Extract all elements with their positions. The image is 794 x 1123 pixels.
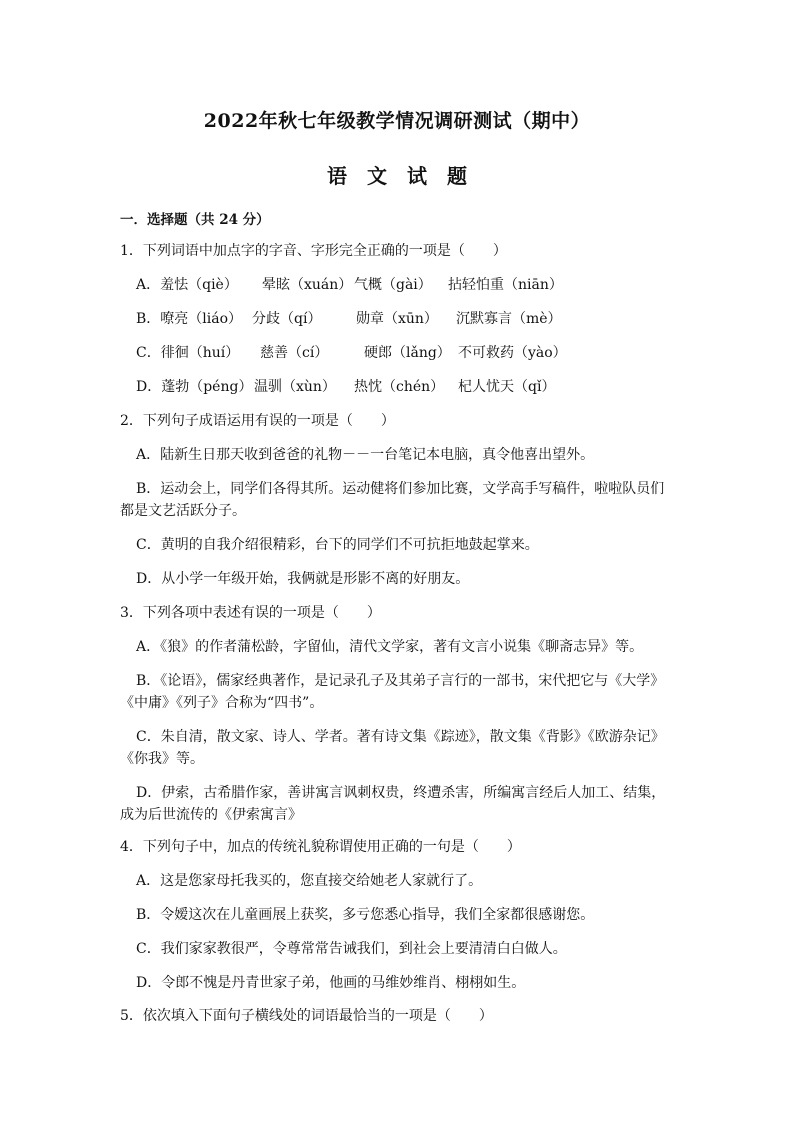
question-3-option-c: C．朱自清，散文家、诗人、学者。著有诗文集《踪迹》，散文集《背影》《欧游杂记》 bbox=[136, 729, 665, 745]
option-a-word-3: 气概（gài） bbox=[354, 277, 432, 293]
option-b-word-1: B．嘹亮（liáo） bbox=[136, 311, 243, 327]
question-1-option-d bbox=[136, 377, 555, 397]
question-2-option-a: A．陆新生日那天收到爸爸的礼物－－一台笔记本电脑，真令他喜出望外。 bbox=[136, 447, 595, 463]
option-b-word-3: 勋章（xūn） bbox=[356, 311, 438, 327]
option-a-word-1: A．羞怯（qiè） bbox=[136, 277, 238, 293]
question-2-option-b: B．运动会上，同学们各得其所。运动健将们参加比赛，文学高手写稿件，啦啦队员们 bbox=[136, 481, 665, 497]
question-4-option-d: D．令郎不愧是丹青世家子弟，他画的马维妙维肖、栩栩如生。 bbox=[136, 975, 526, 991]
option-c-word-2: 慈善（cí） bbox=[260, 345, 329, 361]
question-3-option-b: B．《论语》，儒家经典著作，是记录孔子及其弟子言行的一部书，宋代把它与《大学》 bbox=[136, 673, 665, 689]
page-subtitle: 语文试题 bbox=[327, 164, 487, 188]
question-2-option-d: D．从小学一年级开始，我俩就是形影不离的好朋友。 bbox=[136, 571, 470, 587]
question-2-option-c: C．黄明的自我介绍很精彩，台下的同学们不可抗拒地鼓起掌来。 bbox=[136, 537, 539, 553]
question-1-stem: 1．下列词语中加点字的字音、字形完全正确的一项是（ ） bbox=[120, 243, 507, 259]
question-1-option-b bbox=[136, 309, 562, 329]
option-c-word-1: C．徘徊（huí） bbox=[136, 345, 240, 361]
question-3-option-d-continued: 成为后世流传的《伊索寓言》 bbox=[120, 807, 302, 823]
option-a-word-2: 晕眩（xuán） bbox=[262, 277, 353, 293]
page-title: 2022年秋七年级教学情况调研测试（期中） bbox=[203, 110, 591, 132]
question-1-option-c bbox=[136, 343, 567, 363]
question-1-option-a bbox=[136, 275, 563, 295]
question-4-option-a: A．这是您家母托我买的，您直接交给她老人家就行了。 bbox=[136, 873, 483, 889]
question-3-option-a: A．《狼》的作者蒲松龄，字留仙，清代文学家，著有文言小说集《聊斋志异》等。 bbox=[136, 639, 644, 655]
option-b-word-2: 分歧（qí） bbox=[252, 311, 322, 327]
option-d-word-1: D．蓬勃（péng） bbox=[136, 379, 253, 395]
question-3-option-b-continued: 《中庸》《列子》合称为“四书”。 bbox=[120, 695, 324, 711]
option-d-word-3: 热忱（chén） bbox=[354, 379, 445, 395]
question-4-option-b: B．令嫒这次在儿童画展上获奖，多亏您悉心指导，我们全家都很感谢您。 bbox=[136, 907, 595, 923]
question-2-stem: 2．下列句子成语运用有误的一项是（ ） bbox=[120, 413, 395, 429]
option-d-word-4: 杞人忧天（qǐ） bbox=[458, 379, 556, 395]
question-5-stem: 5．依次填入下面句子横线处的词语最恰当的一项是（ ） bbox=[120, 1008, 493, 1024]
section-heading: 一．选择题（共 24 分） bbox=[120, 212, 270, 228]
question-2-option-b-continued: 都是文艺活跃分子。 bbox=[120, 503, 246, 519]
question-4-option-c: C．我们家家教很严，令尊常常告诫我们，到社会上要清清白白做人。 bbox=[136, 941, 567, 957]
option-a-word-4: 拈轻怕重（niān） bbox=[448, 277, 563, 293]
option-c-word-3: 硬郎（lǎng） bbox=[364, 345, 451, 361]
question-4-stem: 4．下列句子中，加点的传统礼貌称谓使用正确的一句是（ ） bbox=[120, 839, 521, 855]
question-3-stem: 3．下列各项中表述有误的一项是（ ） bbox=[120, 605, 381, 621]
option-c-word-4: 不可救药（yào） bbox=[458, 345, 567, 361]
question-3-option-d: D．伊索，古希腊作家，善讲寓言讽刺权贵，终遭杀害，所编寓言经后人加工、结集， bbox=[136, 785, 666, 801]
option-b-word-4: 沉默寡言（mè） bbox=[456, 311, 562, 327]
option-d-word-2: 温驯（xùn） bbox=[254, 379, 336, 395]
question-3-option-c-continued: 《你我》等。 bbox=[120, 751, 204, 767]
